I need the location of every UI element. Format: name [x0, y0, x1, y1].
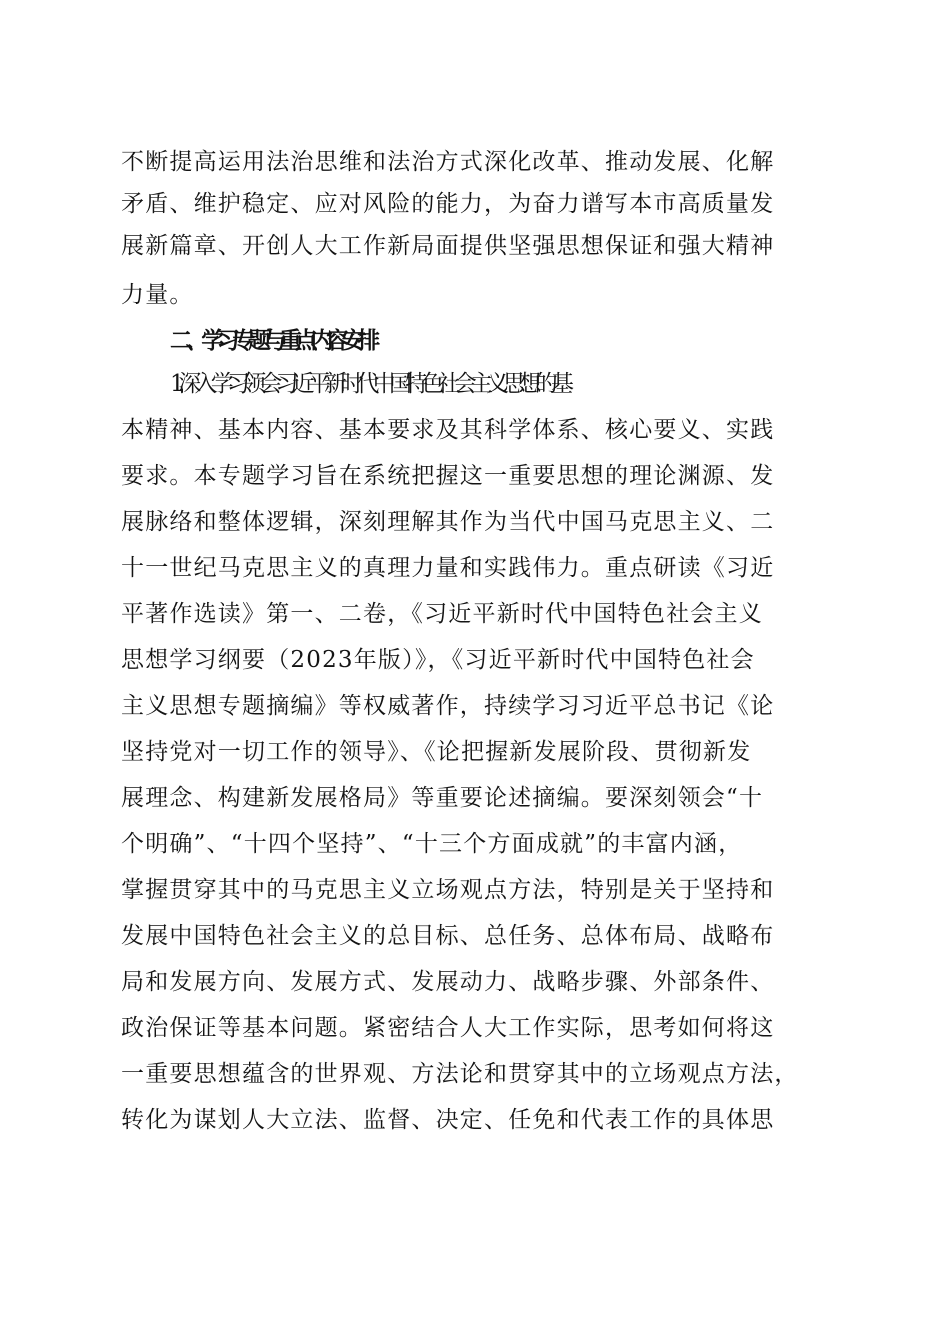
- paragraph-line: 发展中国特色社会主义的总目标、总任务、总体布局、战略布: [121, 923, 775, 949]
- paragraph-line: 思想学习纲要（2023年版）》，《习近平新时代中国特色社会: [121, 647, 755, 673]
- paragraph-line: 转化为谋划人大立法、监督、决定、任免和代表工作的具体思: [121, 1107, 775, 1133]
- paragraph-line: 矛盾、维护稳定、应对风险的能力，为奋力谱写本市高质量发: [121, 191, 775, 217]
- paragraph-line: 要求。本专题学习旨在系统把握这一重要思想的理论渊源、发: [121, 463, 775, 489]
- paragraph-line: 力量。: [121, 282, 194, 308]
- paragraph-line: 不断提高运用法治思维和法治方式深化改革、推动发展、化解: [121, 149, 775, 175]
- paragraph-line: 坚持党对一切工作的领导》、《论把握新发展阶段、贯彻新发: [121, 739, 752, 765]
- paragraph-line: 局和发展方向、发展方式、发展动力、战略步骤、外部条件、: [121, 969, 775, 995]
- paragraph-line: 政治保证等基本问题。紧密结合人大工作实际，思考如何将这: [121, 1015, 775, 1041]
- paragraph-line: 个明确”、“十四个坚持”、“十三个方面成就”的丰富内涵，: [121, 831, 743, 857]
- paragraph-line: 展脉络和整体逻辑，深刻理解其作为当代中国马克思主义、二: [121, 509, 775, 535]
- paragraph-line: 本精神、基本内容、基本要求及其科学体系、核心要义、实践: [121, 417, 775, 443]
- paragraph-line: 十一世纪马克思主义的真理力量和实践伟力。重点研读《习近: [121, 555, 775, 581]
- section-heading: 二、学习专题与重点内容安排: [170, 328, 373, 354]
- paragraph-line: 一重要思想蕴含的世界观、方法论和贯穿其中的立场观点方法，: [121, 1061, 799, 1087]
- paragraph-line: 平著作选读》第一、二卷，《习近平新时代中国特色社会主义: [121, 601, 763, 627]
- paragraph-line: 展新篇章、开创人大工作新局面提供坚强思想保证和强大精神: [121, 233, 775, 259]
- paragraph-line: 展理念、构建新发展格局》等重要论述摘编。要深刻领会“十: [121, 785, 764, 811]
- paragraph-line: 主义思想专题摘编》等权威著作，持续学习习近平总书记《论: [121, 693, 775, 719]
- paragraph-line: 1.深入学习领会习近平新时代中国特色社会主义思想的基: [170, 371, 568, 397]
- paragraph-line: 掌握贯穿其中的马克思主义立场观点方法，特别是关于坚持和: [121, 877, 775, 903]
